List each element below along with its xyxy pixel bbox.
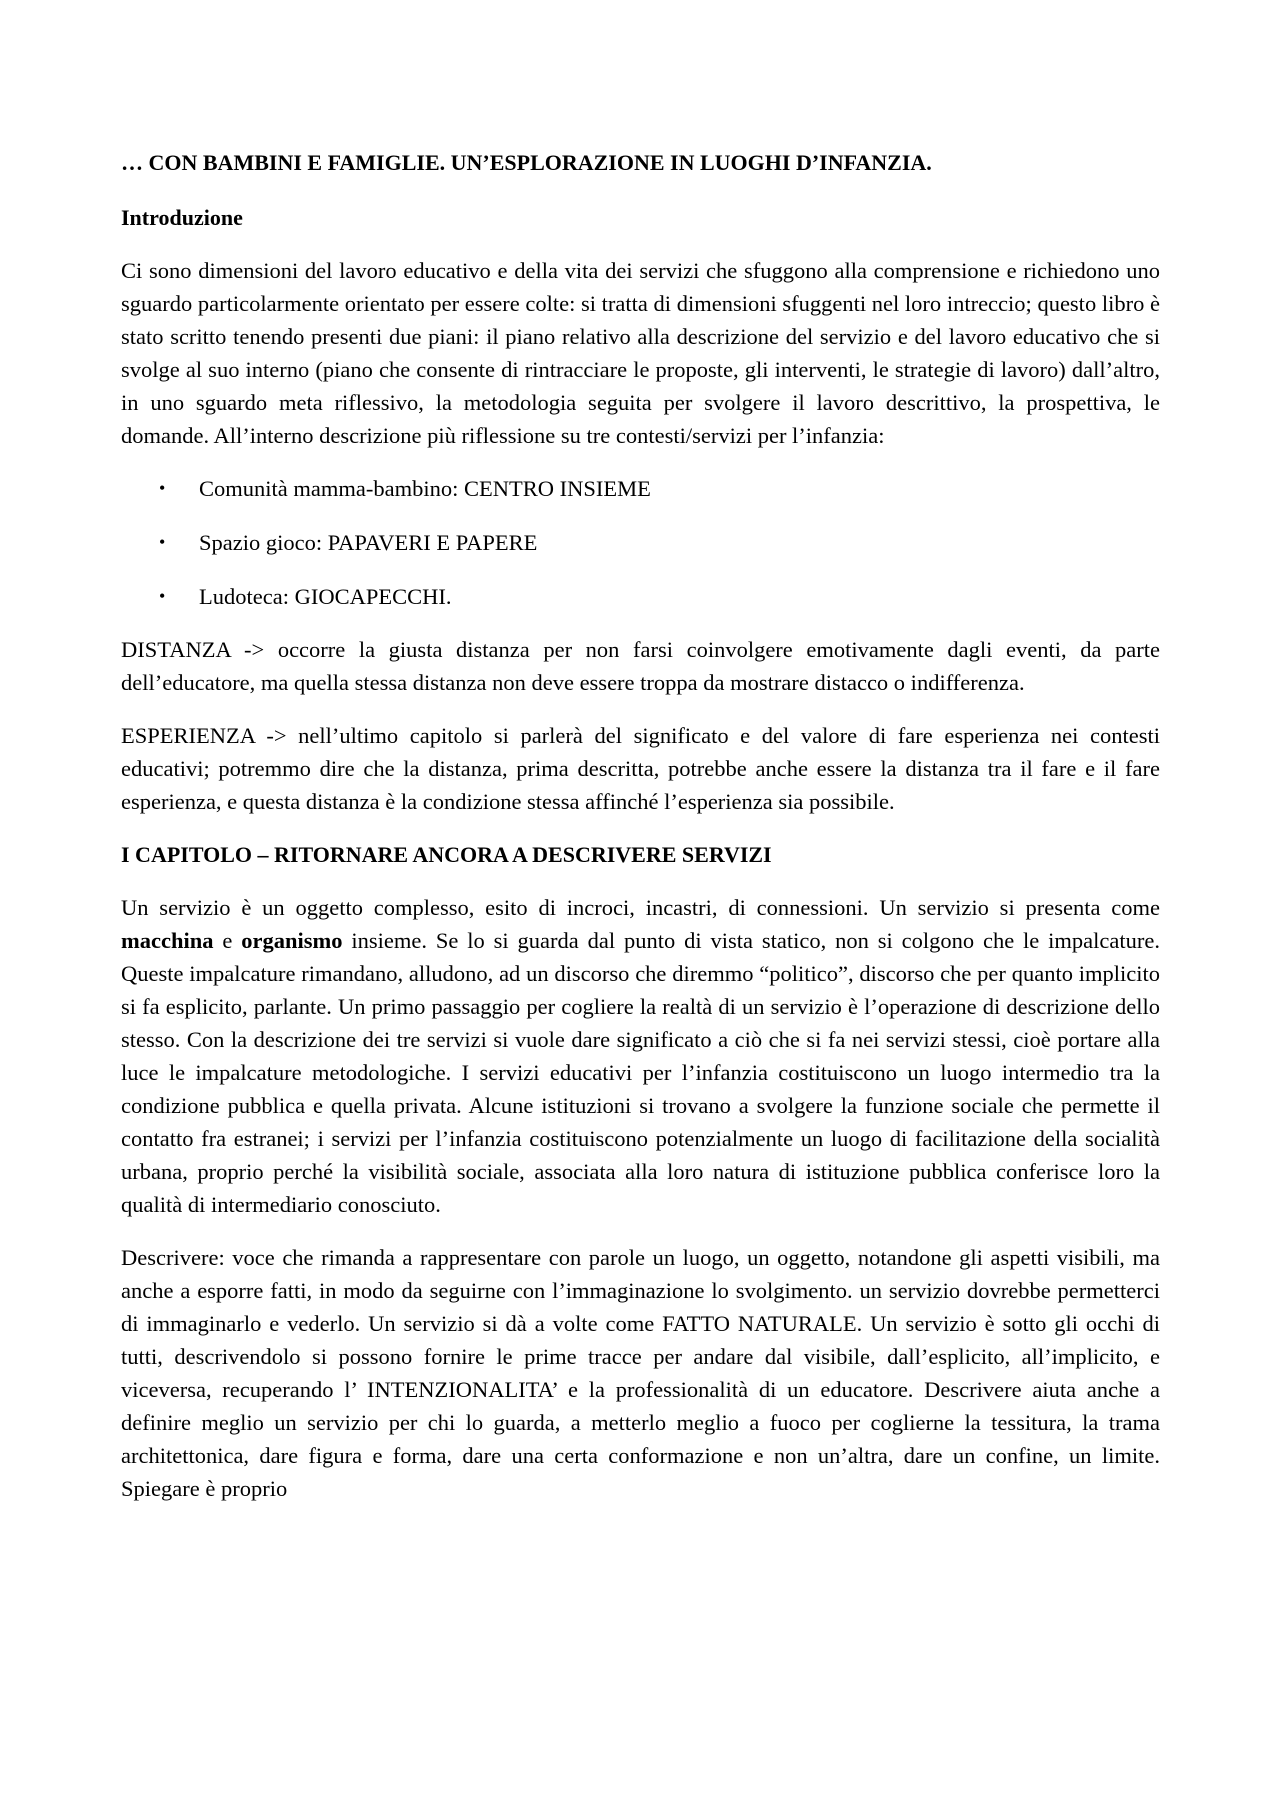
bold-term-macchina: macchina <box>121 928 214 953</box>
bullet-icon: • <box>159 586 166 606</box>
services-list <box>121 472 1160 613</box>
list-item <box>121 580 1160 613</box>
list-item <box>121 526 1160 559</box>
chapter-heading: I CAPITOLO – RITORNARE ANCORA A DESCRIVERE SERVIZI <box>121 842 772 867</box>
list-item <box>121 472 1160 505</box>
esperienza-paragraph: ESPERIENZA -> nell’ultimo capitolo si parlerà del significato e del valore di fare esperienza nei contesti educativi; potremmo dire che la distanza, prima descritta, potrebbe anche essere la distanza tra il fare e il fare esperienza, e questa distanza è la condizione stessa affinché l’esperienza sia possibile. <box>121 723 1160 814</box>
intro-heading: Introduzione <box>121 205 243 230</box>
document-page <box>121 146 1160 1505</box>
list-item-text: Comunità mamma-bambino: CENTRO INSIEME <box>199 476 651 501</box>
chapter-paragraph-2: Descrivere: voce che rimanda a rappresentare con parole un luogo, un oggetto, notandone gli aspetti visibili, ma anche a esporre fatti, in modo da seguirne con l’immaginazione lo svolgimento. un servizio dovrebbe permetterci di immaginarlo e vederlo. Un servizio si dà a volte come FATTO NATURALE. Un servizio è sotto gli occhi di tutti, descrivendolo si possono fornire le prime tracce per andare dal visibile, dall’esplicito, all’implicito, e viceversa, recuperando l’ INTENZIONALITA’ e la professionalità di un educatore. Descrivere aiuta anche a definire meglio un servizio per chi lo guarda, a metterlo meglio a fuoco per coglierne la tessitura, la trama architettonica, dare figura e forma, dare una certa conformazione e non un’altra, dare un confine, un limite. Spiegare è proprio <box>121 1245 1160 1501</box>
list-item-text: Spazio gioco: PAPAVERI E PAPERE <box>199 530 538 555</box>
bold-term-organismo: organismo <box>241 928 343 953</box>
distanza-paragraph: DISTANZA -> occorre la giusta distanza per non farsi coinvolgere emotivamente dagli eventi, da parte dell’educatore, ma quella stessa distanza non deve essere troppa da mostrare distacco o indifferenza. <box>121 637 1160 695</box>
document-title: … CON BAMBINI E FAMIGLIE. UN’ESPLORAZIONE IN LUOGHI D’INFANZIA. <box>121 150 932 175</box>
bullet-icon: • <box>159 478 166 498</box>
bullet-icon: • <box>159 532 166 552</box>
list-item-text: Ludoteca: GIOCAPECCHI. <box>199 584 452 609</box>
chapter-paragraph-1 <box>121 891 1160 1221</box>
intro-paragraph: Ci sono dimensioni del lavoro educativo e della vita dei servizi che sfuggono alla comprensione e richiedono uno sguardo particolarmente orientato per essere colte: si tratta di dimensioni sfuggenti nel loro intreccio; questo libro è stato scritto tenendo presenti due piani: il piano relativo alla descrizione del servizio e del lavoro educativo che si svolge al suo interno (piano che consente di rintracciare le proposte, gli interventi, le strategie di lavoro) dall’altro, in uno sguardo meta riflessivo, la metodologia seguita per svolgere il lavoro descrittivo, la prospettiva, le domande. All’interno descrizione più riflessione su tre contesti/servizi per l’infanzia: <box>121 258 1160 448</box>
text-run: insieme. Se lo si guarda dal punto di vista statico, non si colgono che le impalcature. Queste impalcature rimandano, alludono, ad un discorso che diremmo “politico”, discorso che per quanto implicito si fa esplicito, parlante. Un primo passaggio per cogliere la realtà di un servizio è l’operazione di descrizione dello stesso. Con la descrizione dei tre servizi si vuole dare significato a ciò che si fa nei servizi stessi, cioè portare alla luce le impalcature metodologiche. I servizi educativi per l’infanzia costituiscono un luogo intermedio tra la condizione pubblica e quella privata. Alcune istituzioni si trovano a svolgere la funzione sociale che permette il contatto fra estranei; i servizi per l’infanzia costituiscono potenzialmente un luogo di facilitazione della socialità urbana, proprio perché la visibilità sociale, associata alla loro natura di istituzione pubblica conferisce loro la qualità di intermediario conosciuto. <box>121 928 1160 1217</box>
text-run: Un servizio è un oggetto complesso, esito di incroci, incastri, di connessioni. Un servizio si presenta come <box>121 895 1160 920</box>
text-run: e <box>213 928 242 953</box>
